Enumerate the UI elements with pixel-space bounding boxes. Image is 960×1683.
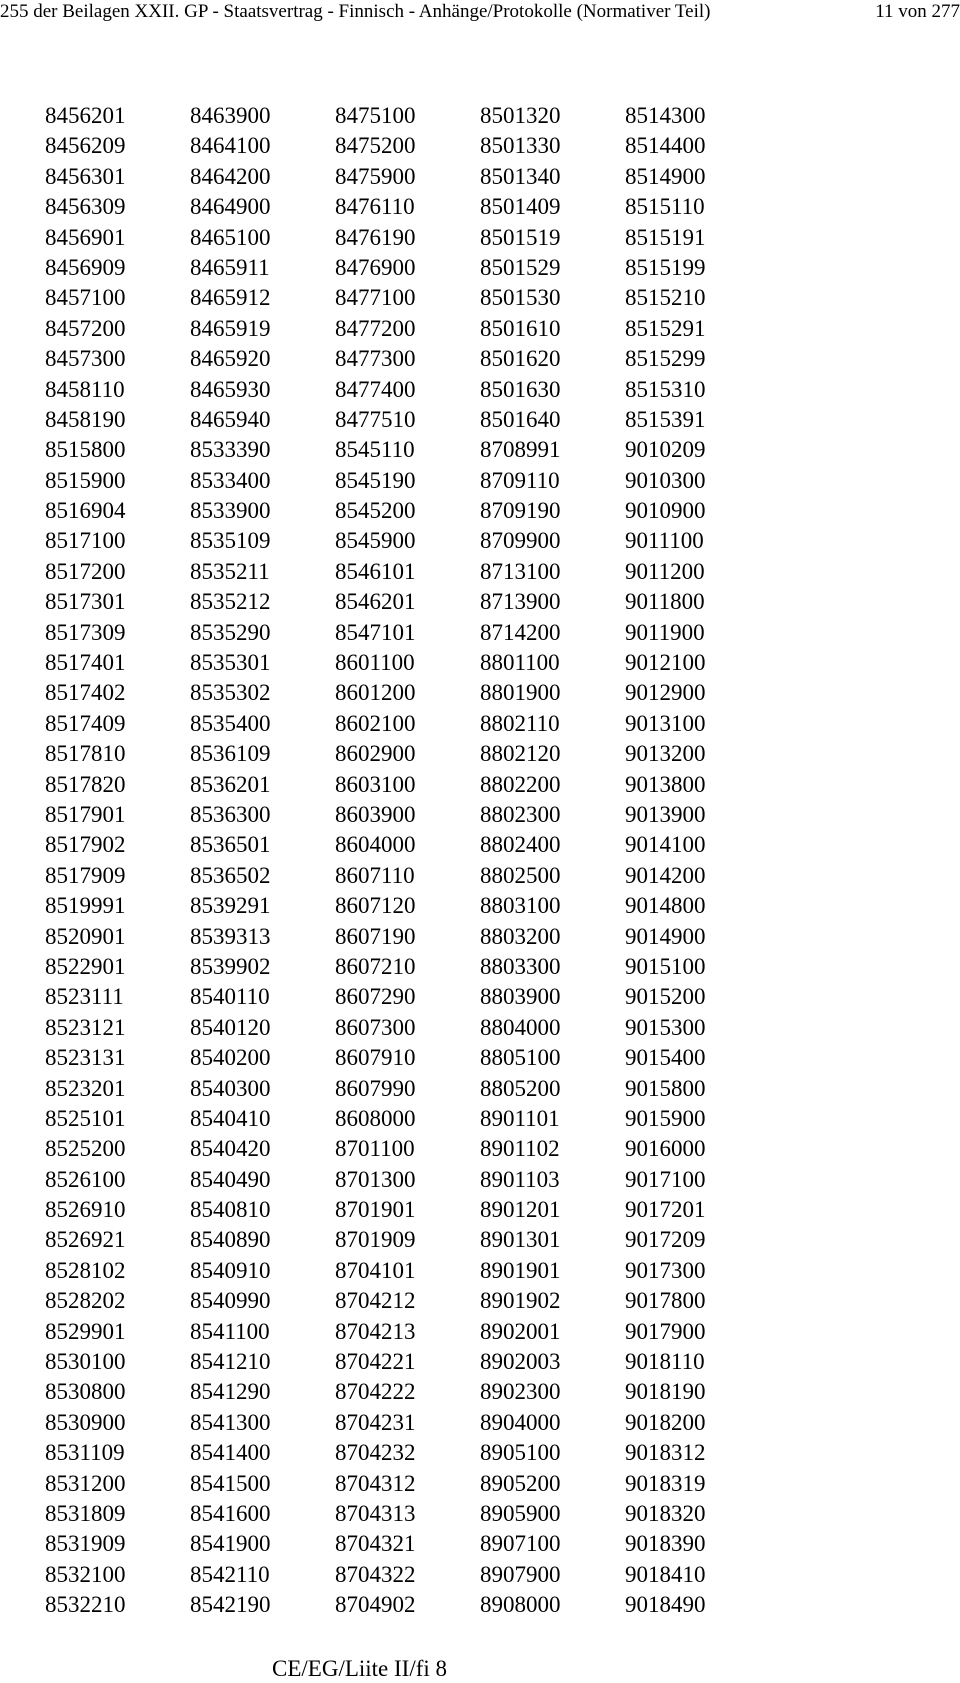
code-cell: 8902001: [480, 1318, 561, 1344]
code-cell: 8501630: [480, 376, 561, 402]
code-cell: 8532210: [45, 1592, 126, 1618]
code-cell: 8458110: [45, 376, 125, 402]
code-cell: 8541900: [190, 1531, 271, 1557]
code-cell: 9015800: [625, 1075, 706, 1101]
code-cell: 8464900: [190, 194, 271, 220]
code-cell: 9018410: [625, 1561, 706, 1587]
code-cell: 9015200: [625, 984, 706, 1010]
code-cell: 9011900: [625, 619, 705, 645]
code-cell: 9018190: [625, 1379, 706, 1405]
page-footer: [272, 1655, 492, 1683]
code-cell: 8515299: [625, 346, 706, 372]
code-cell: 8603900: [335, 801, 416, 827]
code-cell: 9017900: [625, 1318, 706, 1344]
code-cell: 8515310: [625, 376, 706, 402]
code-cell: 8901103: [480, 1166, 560, 1192]
code-cell: 8902003: [480, 1349, 561, 1375]
code-cell: 8709190: [480, 498, 561, 524]
code-cell: 8501409: [480, 194, 561, 220]
code-cell: 8517409: [45, 710, 126, 736]
code-cell: 8517810: [45, 741, 126, 767]
code-cell: 8477510: [335, 406, 416, 432]
code-cell: 8456301: [45, 163, 126, 189]
code-cell: 8540420: [190, 1136, 271, 1162]
code-cell: 8541290: [190, 1379, 271, 1405]
code-cell: 8519991: [45, 893, 126, 919]
code-cell: 9014200: [625, 862, 706, 888]
code-cell: 8708991: [480, 437, 561, 463]
code-cell: 9013100: [625, 710, 706, 736]
code-cell: 8531200: [45, 1470, 126, 1496]
code-cell: 8523201: [45, 1075, 126, 1101]
code-cell: 8517309: [45, 619, 126, 645]
code-cell: 8709110: [480, 467, 560, 493]
code-cell: 8465919: [190, 315, 271, 341]
code-cell: 8520901: [45, 923, 126, 949]
code-cell: 9011800: [625, 589, 705, 615]
code-cell: 8517901: [45, 801, 126, 827]
code-cell: 8457200: [45, 315, 126, 341]
code-cell: 8535290: [190, 619, 271, 645]
code-cell: 8713900: [480, 589, 561, 615]
code-cell: 8533390: [190, 437, 271, 463]
code-cell: 8907900: [480, 1561, 561, 1587]
code-cell: 9015400: [625, 1045, 706, 1071]
code-cell: 8535302: [190, 680, 271, 706]
code-cell: 8515800: [45, 437, 126, 463]
code-cell: 8523121: [45, 1014, 126, 1040]
code-cell: 8532100: [45, 1561, 126, 1587]
code-cell: 8602900: [335, 741, 416, 767]
code-cell: 9015300: [625, 1014, 706, 1040]
code-cell: 8704232: [335, 1440, 416, 1466]
code-cell: 8526100: [45, 1166, 126, 1192]
code-cell: 8901901: [480, 1257, 561, 1283]
code-cell: 9013800: [625, 771, 706, 797]
code-cell: 8514300: [625, 103, 706, 128]
code-cell: 8704902: [335, 1592, 416, 1618]
code-cell: 8541210: [190, 1349, 271, 1375]
code-cell: 8517100: [45, 528, 126, 554]
code-cell: 8456309: [45, 194, 126, 220]
code-cell: 9018200: [625, 1409, 706, 1435]
code-cell: 8517200: [45, 558, 126, 584]
code-cell: 8465930: [190, 376, 271, 402]
code-cell: 8475100: [335, 103, 416, 128]
code-cell: 8908000: [480, 1592, 561, 1618]
code-cell: 8526921: [45, 1227, 126, 1253]
code-cell: 8515210: [625, 285, 706, 311]
code-cell: 8540200: [190, 1045, 271, 1071]
code-cell: 8541500: [190, 1470, 271, 1496]
code-cell: 8709900: [480, 528, 561, 554]
code-cell: 8536501: [190, 832, 271, 858]
code-cell: 8541100: [190, 1318, 270, 1344]
code-cell: 8805200: [480, 1075, 561, 1101]
code-cell: 8501529: [480, 254, 561, 280]
code-cell: 8456209: [45, 133, 126, 159]
code-cell: 8530900: [45, 1409, 126, 1435]
code-cell: 8536201: [190, 771, 271, 797]
code-cell: 9011200: [625, 558, 705, 584]
code-cell: 8546201: [335, 589, 416, 615]
code-cell: 8476900: [335, 254, 416, 280]
code-cell: 9018110: [625, 1349, 705, 1375]
code-cell: 8901101: [480, 1105, 560, 1131]
code-cell: 8540810: [190, 1197, 271, 1223]
code-cell: 8458190: [45, 406, 126, 432]
code-cell: 8803900: [480, 984, 561, 1010]
code-cell: 9011100: [625, 528, 704, 554]
code-cell: 8803100: [480, 893, 561, 919]
code-cell: 8539313: [190, 923, 271, 949]
code-cell: 9010300: [625, 467, 706, 493]
code-cell: 8501330: [480, 133, 561, 159]
code-cell: 8802500: [480, 862, 561, 888]
code-cell: 8525200: [45, 1136, 126, 1162]
code-cell: 8802400: [480, 832, 561, 858]
code-cell: 8704101: [335, 1257, 416, 1283]
code-cell: 8801100: [480, 650, 560, 676]
code-cell: 9018312: [625, 1440, 706, 1466]
code-cell: 8535109: [190, 528, 271, 554]
code-cell: 8541600: [190, 1500, 271, 1526]
code-cell: 8535301: [190, 650, 271, 676]
code-cell: 8607120: [335, 893, 416, 919]
code-cell: 8802110: [480, 710, 560, 736]
code-column-1: [45, 101, 195, 1621]
code-cell: 8546101: [335, 558, 416, 584]
code-cell: 8545200: [335, 498, 416, 524]
code-cell: 8477200: [335, 315, 416, 341]
code-cell: 8515391: [625, 406, 706, 432]
code-cell: 8607210: [335, 953, 416, 979]
code-cell: 8701300: [335, 1166, 416, 1192]
code-cell: 8523111: [45, 984, 124, 1010]
code-cell: 9014100: [625, 832, 706, 858]
code-cell: 8501610: [480, 315, 561, 341]
code-cell: 9012100: [625, 650, 706, 676]
code-cell: 8523131: [45, 1045, 126, 1071]
code-cell: 8514900: [625, 163, 706, 189]
code-cell: 8475900: [335, 163, 416, 189]
code-cell: 8602100: [335, 710, 416, 736]
code-cell: 8704222: [335, 1379, 416, 1405]
code-cell: 9018490: [625, 1592, 706, 1618]
code-cell: 8530800: [45, 1379, 126, 1405]
code-cell: 8531909: [45, 1531, 126, 1557]
code-cell: 8701909: [335, 1227, 416, 1253]
code-cell: 8803300: [480, 953, 561, 979]
code-cell: 8517301: [45, 589, 126, 615]
code-cell: 8805100: [480, 1045, 561, 1071]
code-cell: 8476190: [335, 224, 416, 250]
code-cell: 8608000: [335, 1105, 416, 1131]
code-cell: 8803200: [480, 923, 561, 949]
code-cell: 8536502: [190, 862, 271, 888]
code-cell: 8517820: [45, 771, 126, 797]
code-cell: 8526910: [45, 1197, 126, 1223]
code-cell: 8501640: [480, 406, 561, 432]
code-cell: 8535400: [190, 710, 271, 736]
code-cell: 8456909: [45, 254, 126, 280]
code-cell: 8604000: [335, 832, 416, 858]
code-cell: 8539902: [190, 953, 271, 979]
code-cell: 9012900: [625, 680, 706, 706]
code-cell: 8905900: [480, 1500, 561, 1526]
code-cell: 8465920: [190, 346, 271, 372]
code-cell: 8701100: [335, 1136, 415, 1162]
code-cell: 8531109: [45, 1440, 125, 1466]
code-cell: 9013200: [625, 741, 706, 767]
code-cell: 8535212: [190, 589, 271, 615]
code-cell: 9018319: [625, 1470, 706, 1496]
code-cell: 8547101: [335, 619, 416, 645]
code-cell: 8601200: [335, 680, 416, 706]
code-cell: 8457100: [45, 285, 126, 311]
code-cell: 8540120: [190, 1014, 271, 1040]
code-cell: 8545110: [335, 437, 415, 463]
code-cell: 8607190: [335, 923, 416, 949]
code-column-3: [335, 101, 485, 1621]
code-cell: 8517402: [45, 680, 126, 706]
code-cell: 9014800: [625, 893, 706, 919]
code-cell: 8901102: [480, 1136, 560, 1162]
code-cell: 8901902: [480, 1288, 561, 1314]
code-cell: 8704212: [335, 1288, 416, 1314]
code-cell: 8704322: [335, 1561, 416, 1587]
code-cell: 8713100: [480, 558, 561, 584]
code-cell: 8477400: [335, 376, 416, 402]
code-cell: 8529901: [45, 1318, 126, 1344]
code-cell: 8457300: [45, 346, 126, 372]
code-cell: 8907100: [480, 1531, 561, 1557]
code-cell: 8514400: [625, 133, 706, 159]
code-cell: 8704213: [335, 1318, 416, 1344]
code-cell: 8476110: [335, 194, 415, 220]
code-cell: 8531809: [45, 1500, 126, 1526]
code-cell: 8704231: [335, 1409, 416, 1435]
code-cell: 8802300: [480, 801, 561, 827]
footer-reference: CE/EG/Liite II/fi 8: [272, 1656, 448, 1681]
code-column-2: [190, 101, 340, 1621]
code-cell: 8465940: [190, 406, 271, 432]
code-cell: 8704313: [335, 1500, 416, 1526]
code-cell: 8501620: [480, 346, 561, 372]
code-cell: 8515900: [45, 467, 126, 493]
code-cell: 8465911: [190, 254, 270, 280]
code-cell: 9017800: [625, 1288, 706, 1314]
code-cell: 8535211: [190, 558, 270, 584]
code-cell: 8607910: [335, 1045, 416, 1071]
code-cell: 9017300: [625, 1257, 706, 1283]
code-cell: 8902300: [480, 1379, 561, 1405]
code-cell: 9010900: [625, 498, 706, 524]
code-table: [45, 101, 805, 1621]
code-cell: 8501320: [480, 103, 561, 128]
code-cell: 9016000: [625, 1136, 706, 1162]
code-cell: 8465100: [190, 224, 271, 250]
code-cell: 8603100: [335, 771, 416, 797]
code-cell: 8517401: [45, 650, 126, 676]
code-cell: 8517902: [45, 832, 126, 858]
code-cell: 8501340: [480, 163, 561, 189]
code-cell: 8804000: [480, 1014, 561, 1040]
code-cell: 9018390: [625, 1531, 706, 1557]
code-cell: 8540990: [190, 1288, 271, 1314]
code-column-5: [625, 101, 775, 1621]
code-cell: 8541300: [190, 1409, 271, 1435]
code-cell: 8515199: [625, 254, 706, 280]
document-title: 255 der Beilagen XXII. GP - Staatsvertrag - Finnisch - Anhänge/Protokolle (Normativer Teil): [0, 1, 711, 22]
code-cell: 9017201: [625, 1197, 706, 1223]
code-cell: 9014900: [625, 923, 706, 949]
code-cell: 8540890: [190, 1227, 271, 1253]
code-cell: 8464100: [190, 133, 271, 159]
code-cell: 8540910: [190, 1257, 271, 1283]
code-cell: 8541400: [190, 1440, 271, 1466]
code-cell: 8542110: [190, 1561, 270, 1587]
code-cell: 8704221: [335, 1349, 416, 1375]
code-cell: 8607110: [335, 862, 415, 888]
code-cell: 8533900: [190, 498, 271, 524]
code-cell: 8517909: [45, 862, 126, 888]
code-cell: 9015100: [625, 953, 706, 979]
code-cell: 8522901: [45, 953, 126, 979]
code-cell: 9013900: [625, 801, 706, 827]
code-cell: 8456901: [45, 224, 126, 250]
code-cell: 8801900: [480, 680, 561, 706]
code-cell: 8525101: [45, 1105, 126, 1131]
code-cell: 8501519: [480, 224, 561, 250]
code-cell: 9018320: [625, 1500, 706, 1526]
code-cell: 8540490: [190, 1166, 271, 1192]
code-cell: 8901301: [480, 1227, 561, 1253]
code-cell: 8475200: [335, 133, 416, 159]
code-cell: 9017209: [625, 1227, 706, 1253]
page-number: 11 von 277: [875, 1, 960, 22]
code-cell: 8545900: [335, 528, 416, 554]
code-cell: 8536109: [190, 741, 271, 767]
code-cell: 8904000: [480, 1409, 561, 1435]
code-cell: 8802200: [480, 771, 561, 797]
code-cell: 8464200: [190, 163, 271, 189]
code-cell: 8528202: [45, 1288, 126, 1314]
code-cell: 8540110: [190, 984, 270, 1010]
code-cell: 8456201: [45, 103, 126, 128]
code-cell: 8540410: [190, 1105, 271, 1131]
code-cell: 8530100: [45, 1349, 126, 1375]
code-cell: 8465912: [190, 285, 271, 311]
code-cell: 9017100: [625, 1166, 706, 1192]
code-column-4: [480, 101, 630, 1621]
code-cell: 8607300: [335, 1014, 416, 1040]
code-cell: 8463900: [190, 103, 271, 128]
code-cell: 8704321: [335, 1531, 416, 1557]
code-cell: 8901201: [480, 1197, 561, 1223]
code-cell: 8601100: [335, 650, 415, 676]
code-cell: 8533400: [190, 467, 271, 493]
code-cell: 8528102: [45, 1257, 126, 1283]
code-cell: 8905200: [480, 1470, 561, 1496]
code-cell: 8515110: [625, 194, 705, 220]
code-cell: 8542190: [190, 1592, 271, 1618]
code-cell: 8704312: [335, 1470, 416, 1496]
code-cell: 8515191: [625, 224, 706, 250]
code-cell: 8536300: [190, 801, 271, 827]
code-cell: 8701901: [335, 1197, 416, 1223]
code-cell: 9015900: [625, 1105, 706, 1131]
code-cell: 8515291: [625, 315, 706, 341]
code-cell: 9010209: [625, 437, 706, 463]
code-cell: 8905100: [480, 1440, 561, 1466]
code-cell: 8516904: [45, 498, 126, 524]
code-cell: 8714200: [480, 619, 561, 645]
code-cell: 8540300: [190, 1075, 271, 1101]
code-cell: 8802120: [480, 741, 561, 767]
code-cell: 8607990: [335, 1075, 416, 1101]
code-cell: 8477100: [335, 285, 416, 311]
code-cell: 8501530: [480, 285, 561, 311]
code-cell: 8545190: [335, 467, 416, 493]
code-cell: 8539291: [190, 893, 271, 919]
code-cell: 8477300: [335, 346, 416, 372]
page-header: [0, 0, 960, 24]
code-cell: 8607290: [335, 984, 416, 1010]
